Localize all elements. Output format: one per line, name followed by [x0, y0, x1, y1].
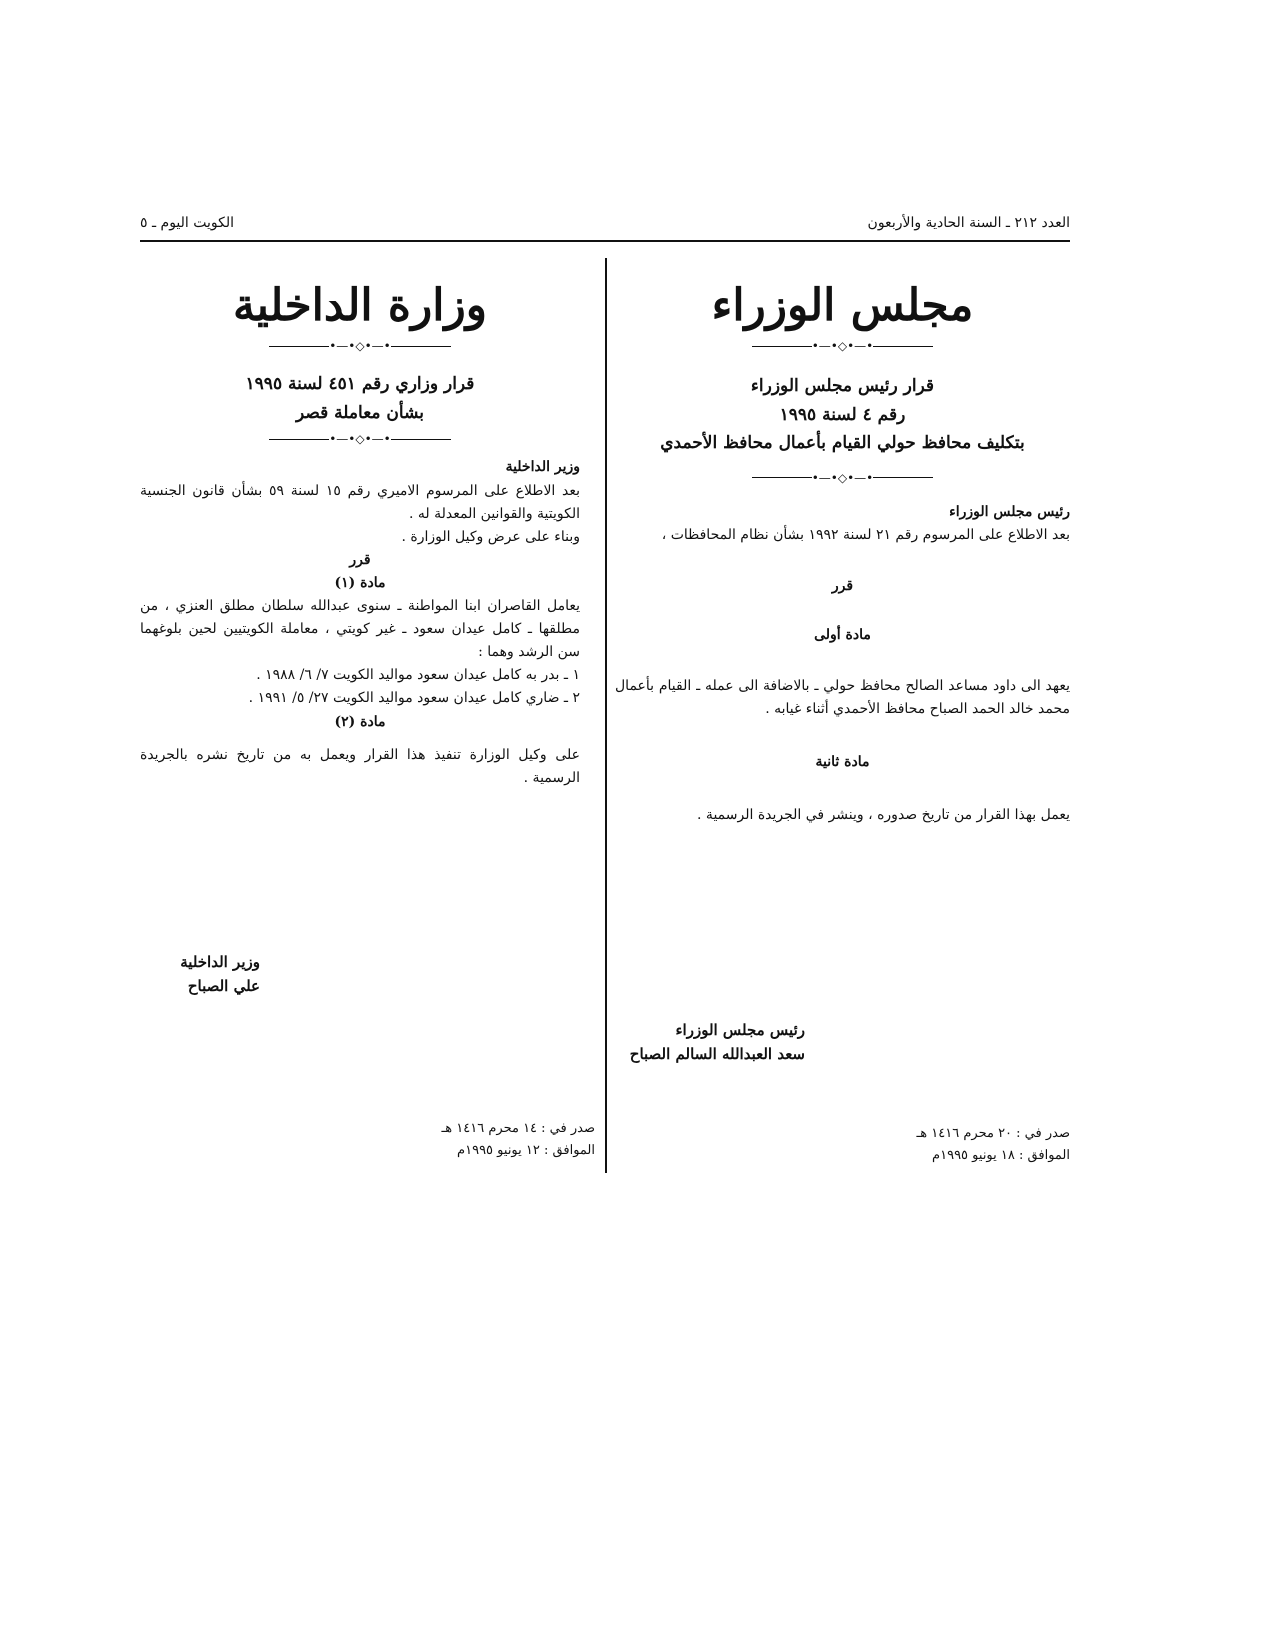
article-1-heading: مادة أولى	[814, 627, 871, 644]
council-signature	[630, 1018, 805, 1066]
issued-gregorian: الموافق : ١٨ يونيو ١٩٩٥م	[932, 1148, 1070, 1164]
decided-heading: قرر	[831, 578, 854, 595]
signature-title: وزير الداخلية	[180, 953, 260, 971]
decided-heading: قرر	[349, 551, 371, 568]
opening-title: رئيس مجلس الوزراء	[949, 503, 1070, 520]
signature-name: علي الصباح	[187, 977, 260, 995]
decision-title: قرار وزاري رقم ٤٥١ لسنة ١٩٩٥	[245, 374, 475, 395]
ornament-glyphs: •—•◇•—•	[811, 339, 874, 354]
council-masthead: مجلس الوزراء	[711, 280, 974, 331]
article-1-text: يعهد الى داود مساعد الصالح محافظ حولي ـ بالاضافة الى عمله ـ القيام بأعمال محمد خالد الحمد الصباح محافظ الأحمدي أثناء غيابه .	[615, 678, 1070, 718]
article-1-heading: مادة (١)	[334, 574, 386, 591]
council-of-ministers-column	[615, 262, 1070, 828]
council-issue-date	[916, 1123, 1070, 1167]
decision-number: رقم ٤ لسنة ١٩٩٥	[779, 404, 906, 425]
header-rule	[140, 240, 1070, 242]
preamble: بعد الاطلاع على المرسوم رقم ٢١ لسنة ١٩٩٢ بشأن نظام المحافظات ،	[661, 526, 1070, 543]
ornament-divider	[615, 470, 1070, 485]
issued-hijri: صدر في : ١٤ محرم ١٤١٦ هـ	[441, 1121, 595, 1136]
issued-hijri: صدر في : ٢٠ محرم ١٤١٦ هـ	[916, 1126, 1070, 1141]
opening-title: وزير الداخلية	[505, 459, 580, 476]
issue-info: العدد ٢١٢ ـ السنة الحادية والأربعون	[867, 215, 1070, 231]
ornament-glyphs: •—•◇•—•	[811, 470, 874, 485]
decision-subject: بشأن معاملة قصر	[296, 402, 424, 423]
ministry-of-interior-column	[140, 262, 580, 790]
preamble-2: وبناء على عرض وكيل الوزارة .	[401, 528, 580, 545]
article-2-heading: مادة (٢)	[334, 713, 386, 730]
preamble-1: بعد الاطلاع على المرسوم الاميري رقم ١٥ لسنة ٥٩ بشأن قانون الجنسية الكويتية والقوانين المعدلة له .	[140, 482, 580, 522]
article-2-heading: مادة ثانية	[815, 754, 870, 771]
signature-title: رئيس مجلس الوزراء	[675, 1021, 805, 1039]
ornament-glyphs: •—•◇•—•	[329, 339, 391, 354]
ministry-issue-date	[420, 1118, 595, 1162]
article-1-text: يعامل القاصران ابنا المواطنة ـ سنوى عبدالله سلطان مطلق العنزي ، من مطلقها ـ كامل عيدان سعود ـ غير كويتي ، معاملة الكويتيين لحين بلوغهما سن الرشد وهما :	[140, 598, 580, 661]
column-divider	[605, 258, 607, 1173]
decision-title: قرار رئيس مجلس الوزراء	[750, 376, 935, 397]
page-number: الكويت اليوم ـ ٥	[140, 215, 235, 231]
ornament-divider	[615, 339, 1070, 354]
ornament-divider	[140, 339, 580, 354]
decision-subject: بتكليف محافظ حولي القيام بأعمال محافظ الأحمدي	[660, 432, 1025, 453]
article-2-text: يعمل بهذا القرار من تاريخ صدوره ، وينشر في الجريدة الرسمية .	[697, 807, 1070, 824]
article-1-item: ٢ ـ ضاري كامل عيدان سعود مواليد الكويت ٢٧/ ٥/ ١٩٩١ .	[248, 690, 580, 707]
signature-name: سعد العبدالله السالم الصباح	[629, 1045, 805, 1063]
article-2-text: على وكيل الوزارة تنفيذ هذا القرار ويعمل به من تاريخ نشره بالجريدة الرسمية .	[140, 746, 580, 786]
ministry-masthead: وزارة الداخلية	[233, 280, 487, 331]
ministry-signature	[140, 950, 260, 998]
ornament-glyphs: •—•◇•—•	[329, 432, 391, 447]
article-1-item: ١ ـ بدر به كامل عيدان سعود مواليد الكويت ٧/ ٦/ ١٩٨٨ .	[256, 667, 580, 684]
issued-gregorian: الموافق : ١٢ يونيو ١٩٩٥م	[457, 1143, 595, 1159]
ornament-divider	[140, 432, 580, 447]
